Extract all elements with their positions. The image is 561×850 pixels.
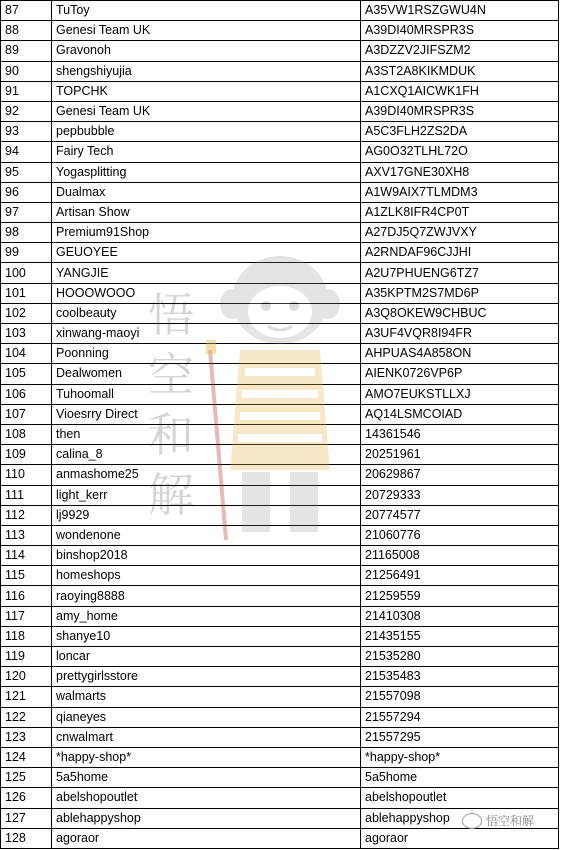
seller-id-cell[interactable]: A35VW1RSZGWU4N: [361, 1, 559, 21]
table-row: [1, 344, 559, 364]
row-number-cell[interactable]: 89: [1, 41, 52, 61]
store-name-cell[interactable]: Dualmax: [52, 182, 361, 202]
watermark-char: 悟: [148, 288, 194, 342]
store-name-cell[interactable]: cnwalmart: [52, 727, 361, 747]
seller-id-cell[interactable]: AG0O32TLHL72O: [361, 142, 559, 162]
seller-id-cell[interactable]: A39DI40MRSPR3S: [361, 21, 559, 41]
table-row: [1, 61, 559, 81]
table-row: [1, 606, 559, 626]
seller-id-cell[interactable]: A2RNDAF96CJJHI: [361, 243, 559, 263]
table-row: [1, 122, 559, 142]
row-number-cell[interactable]: 121: [1, 687, 52, 707]
store-name-cell[interactable]: Genesi Team UK: [52, 21, 361, 41]
store-name-cell[interactable]: binshop2018: [52, 546, 361, 566]
seller-id-cell[interactable]: 21060776: [361, 525, 559, 545]
table-row: [1, 384, 559, 404]
table-row: [1, 263, 559, 283]
store-name-cell[interactable]: light_kerr: [52, 485, 361, 505]
row-number-cell[interactable]: 125: [1, 768, 52, 788]
row-number-cell[interactable]: 122: [1, 707, 52, 727]
seller-id-cell[interactable]: 21435155: [361, 626, 559, 646]
store-name-cell[interactable]: TOPCHK: [52, 81, 361, 101]
store-name-cell[interactable]: shengshiyujia: [52, 61, 361, 81]
store-name-cell[interactable]: agoraor: [52, 828, 361, 848]
table-row: [1, 647, 559, 667]
table-row: [1, 546, 559, 566]
row-number-cell[interactable]: 101: [1, 283, 52, 303]
table-row: [1, 283, 559, 303]
seller-id-cell[interactable]: A3DZZV2JIFSZM2: [361, 41, 559, 61]
store-name-cell[interactable]: shanye10: [52, 626, 361, 646]
table-row: [1, 667, 559, 687]
row-number-cell[interactable]: 127: [1, 808, 52, 828]
store-name-cell[interactable]: *happy-shop*: [52, 747, 361, 767]
table-row: [1, 586, 559, 606]
store-name-cell[interactable]: loncar: [52, 647, 361, 667]
table-row: [1, 81, 559, 101]
store-name-cell[interactable]: abelshopoutlet: [52, 788, 361, 808]
table-row: [1, 485, 559, 505]
row-number-cell[interactable]: 91: [1, 81, 52, 101]
row-number-cell[interactable]: 109: [1, 445, 52, 465]
row-number-cell[interactable]: 106: [1, 384, 52, 404]
row-number-cell[interactable]: 96: [1, 182, 52, 202]
table-row: [1, 525, 559, 545]
table-row: [1, 182, 559, 202]
table-row: [1, 223, 559, 243]
table-row: [1, 202, 559, 222]
table-row: [1, 566, 559, 586]
row-number-cell[interactable]: 93: [1, 122, 52, 142]
row-number-cell[interactable]: 126: [1, 788, 52, 808]
seller-id-cell[interactable]: A35KPTM2S7MD6P: [361, 283, 559, 303]
seller-id-cell[interactable]: 21410308: [361, 606, 559, 626]
row-number-cell[interactable]: 115: [1, 566, 52, 586]
store-name-cell[interactable]: Premium91Shop: [52, 223, 361, 243]
table-row: [1, 505, 559, 525]
store-name-cell[interactable]: Genesi Team UK: [52, 101, 361, 121]
seller-id-cell[interactable]: ablehappyshop: [361, 808, 559, 828]
watermark-char: 解: [148, 468, 194, 522]
store-name-cell[interactable]: TuToy: [52, 1, 361, 21]
store-name-cell[interactable]: YANGJIE: [52, 263, 361, 283]
seller-id-cell[interactable]: A5C3FLH2ZS2DA: [361, 122, 559, 142]
row-number-cell[interactable]: 87: [1, 1, 52, 21]
table-row: [1, 445, 559, 465]
store-name-cell[interactable]: qianeyes: [52, 707, 361, 727]
seller-id-cell[interactable]: 20729333: [361, 485, 559, 505]
row-number-cell[interactable]: 128: [1, 828, 52, 848]
table-row: [1, 21, 559, 41]
seller-id-cell[interactable]: abelshopoutlet: [361, 788, 559, 808]
table-row: [1, 828, 559, 848]
store-name-cell[interactable]: ablehappyshop: [52, 808, 361, 828]
watermark-corner-text: 悟空和解: [486, 814, 535, 828]
row-number-cell[interactable]: 103: [1, 324, 52, 344]
seller-id-cell[interactable]: A1CXQ1AICWK1FH: [361, 81, 559, 101]
seller-id-cell[interactable]: AHPUAS4A858ON: [361, 344, 559, 364]
store-name-cell[interactable]: coolbeauty: [52, 303, 361, 323]
seller-id-cell[interactable]: 5a5home: [361, 768, 559, 788]
table-row: [1, 162, 559, 182]
seller-id-cell[interactable]: A1ZLK8IFR4CP0T: [361, 202, 559, 222]
row-number-cell[interactable]: 108: [1, 424, 52, 444]
watermark-char: 和: [148, 408, 194, 462]
seller-id-cell[interactable]: A27DJ5Q7ZWJVXY: [361, 223, 559, 243]
store-name-cell[interactable]: 5a5home: [52, 768, 361, 788]
row-number-cell[interactable]: 124: [1, 747, 52, 767]
row-number-cell[interactable]: 120: [1, 667, 52, 687]
row-number-cell[interactable]: 99: [1, 243, 52, 263]
table-row: [1, 788, 559, 808]
store-name-cell[interactable]: Yogasplitting: [52, 162, 361, 182]
store-name-cell[interactable]: Vioesrry Direct: [52, 404, 361, 424]
seller-id-cell[interactable]: A39DI40MRSPR3S: [361, 101, 559, 121]
row-number-cell[interactable]: 95: [1, 162, 52, 182]
row-number-cell[interactable]: 105: [1, 364, 52, 384]
store-name-cell[interactable]: GEUOYEE: [52, 243, 361, 263]
row-number-cell[interactable]: 112: [1, 505, 52, 525]
table-row: [1, 465, 559, 485]
store-name-cell[interactable]: prettygirlsstore: [52, 667, 361, 687]
seller-id-cell[interactable]: AQ14LSMCOIAD: [361, 404, 559, 424]
table-body: [1, 1, 559, 849]
table-row: [1, 101, 559, 121]
row-number-cell[interactable]: 113: [1, 525, 52, 545]
row-number-cell[interactable]: 111: [1, 485, 52, 505]
seller-id-cell[interactable]: AXV17GNE30XH8: [361, 162, 559, 182]
watermark-char: 空: [148, 348, 194, 402]
store-name-cell[interactable]: Fairy Tech: [52, 142, 361, 162]
table-row: [1, 424, 559, 444]
store-name-cell[interactable]: walmarts: [52, 687, 361, 707]
table-row: [1, 707, 559, 727]
seller-id-cell[interactable]: 21535280: [361, 647, 559, 667]
store-name-cell[interactable]: homeshops: [52, 566, 361, 586]
seller-id-cell[interactable]: A2U7PHUENG6TZ7: [361, 263, 559, 283]
seller-id-cell[interactable]: 20774577: [361, 505, 559, 525]
table-row: [1, 626, 559, 646]
seller-id-cell[interactable]: 21557294: [361, 707, 559, 727]
row-number-cell[interactable]: 104: [1, 344, 52, 364]
seller-id-cell[interactable]: agoraor: [361, 828, 559, 848]
table-row: [1, 41, 559, 61]
table-row: [1, 324, 559, 344]
seller-id-cell[interactable]: 20251961: [361, 445, 559, 465]
seller-id-cell[interactable]: AMO7EUKSTLLXJ: [361, 384, 559, 404]
store-name-cell[interactable]: calina_8: [52, 445, 361, 465]
table-row: [1, 1, 559, 21]
seller-id-cell[interactable]: 20629867: [361, 465, 559, 485]
row-number-cell[interactable]: 88: [1, 21, 52, 41]
seller-id-cell[interactable]: 21557295: [361, 727, 559, 747]
row-number-cell[interactable]: 94: [1, 142, 52, 162]
table-row: [1, 727, 559, 747]
seller-id-cell[interactable]: AIENK0726VP6P: [361, 364, 559, 384]
row-number-cell[interactable]: 114: [1, 546, 52, 566]
store-name-cell[interactable]: Dealwomen: [52, 364, 361, 384]
seller-id-cell[interactable]: 14361546: [361, 424, 559, 444]
row-number-cell[interactable]: 90: [1, 61, 52, 81]
store-name-cell[interactable]: wondenone: [52, 525, 361, 545]
table-row: [1, 768, 559, 788]
store-name-cell[interactable]: raoying8888: [52, 586, 361, 606]
row-number-cell[interactable]: 118: [1, 626, 52, 646]
seller-id-cell[interactable]: 21557098: [361, 687, 559, 707]
table-row: [1, 364, 559, 384]
table-row: [1, 303, 559, 323]
table-row: [1, 808, 559, 828]
row-number-cell[interactable]: 107: [1, 404, 52, 424]
seller-id-cell[interactable]: 21259559: [361, 586, 559, 606]
seller-id-cell[interactable]: A3Q8OKEW9CHBUC: [361, 303, 559, 323]
seller-id-cell[interactable]: 21535483: [361, 667, 559, 687]
store-name-cell[interactable]: then: [52, 424, 361, 444]
row-number-cell[interactable]: 117: [1, 606, 52, 626]
row-number-cell[interactable]: 102: [1, 303, 52, 323]
store-name-cell[interactable]: pepbubble: [52, 122, 361, 142]
store-name-cell[interactable]: Gravonoh: [52, 41, 361, 61]
row-number-cell[interactable]: 119: [1, 647, 52, 667]
store-name-cell[interactable]: Artisan Show: [52, 202, 361, 222]
row-number-cell[interactable]: 92: [1, 101, 52, 121]
row-number-cell[interactable]: 110: [1, 465, 52, 485]
seller-id-cell[interactable]: 21256491: [361, 566, 559, 586]
table-row: [1, 243, 559, 263]
store-name-cell[interactable]: amy_home: [52, 606, 361, 626]
table-row: [1, 687, 559, 707]
store-name-cell[interactable]: Poonning: [52, 344, 361, 364]
row-number-cell[interactable]: 123: [1, 727, 52, 747]
row-number-cell[interactable]: 97: [1, 202, 52, 222]
store-name-cell[interactable]: Tuhoomall: [52, 384, 361, 404]
table-row: [1, 747, 559, 767]
seller-id-cell[interactable]: *happy-shop*: [361, 747, 559, 767]
row-number-cell[interactable]: 98: [1, 223, 52, 243]
seller-id-cell[interactable]: A3UF4VQR8I94FR: [361, 324, 559, 344]
store-name-cell[interactable]: anmashome25: [52, 465, 361, 485]
seller-id-cell[interactable]: 21165008: [361, 546, 559, 566]
seller-id-cell[interactable]: A3ST2A8KIKMDUK: [361, 61, 559, 81]
store-name-cell[interactable]: xinwang-maoyi: [52, 324, 361, 344]
store-name-cell[interactable]: HOOOWOOO: [52, 283, 361, 303]
table-row: [1, 142, 559, 162]
table-row: [1, 404, 559, 424]
store-name-cell[interactable]: lj9929: [52, 505, 361, 525]
row-number-cell[interactable]: 116: [1, 586, 52, 606]
seller-id-cell[interactable]: A1W9AIX7TLMDM3: [361, 182, 559, 202]
row-number-cell[interactable]: 100: [1, 263, 52, 283]
